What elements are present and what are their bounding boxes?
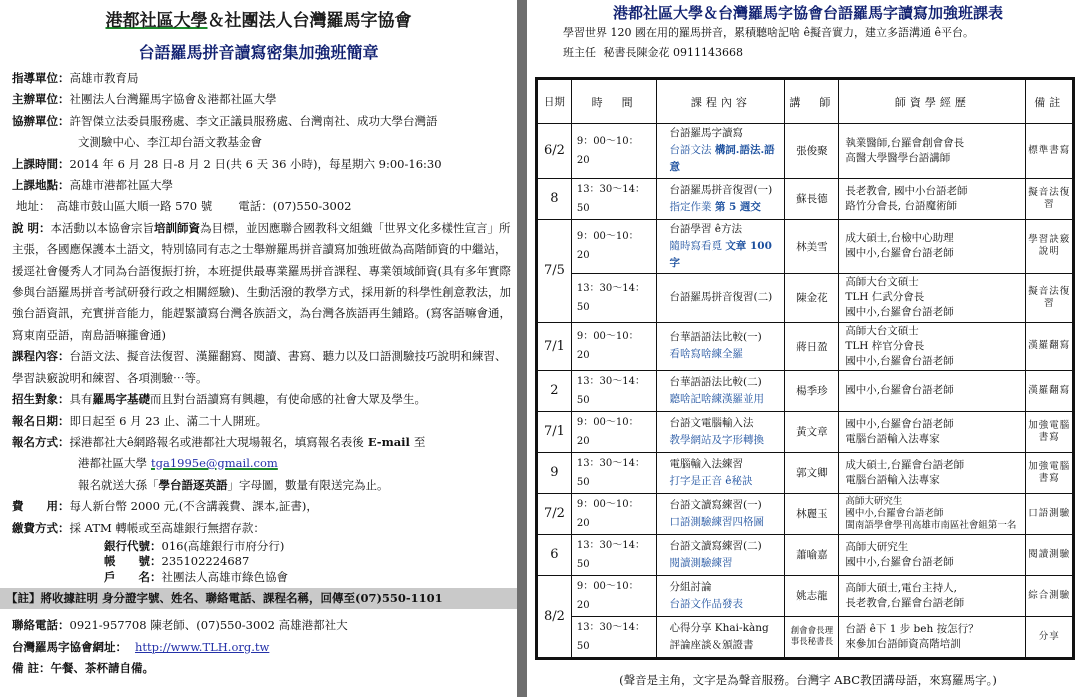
content-sub: [669, 199, 784, 216]
note-cell: 漢羅翻寫: [1026, 370, 1073, 411]
content-cell: [657, 219, 785, 274]
host-row: [12, 89, 512, 110]
exp-line: 高醫大學醫學台語講師: [845, 151, 951, 164]
date-cell: 2: [538, 370, 572, 411]
guide-label: 指導單位：: [12, 71, 70, 85]
target-row: [12, 389, 512, 410]
note-cell: 加強電腦書寫: [1026, 411, 1073, 452]
course-label: 課程內容：: [12, 349, 70, 364]
course-row: [12, 346, 512, 389]
teacher-cell: 張俊聚: [785, 124, 839, 179]
teacher-cell: 創會會長理事長秘書長: [785, 616, 839, 657]
date-cell: 8/2: [538, 575, 572, 657]
exp-line: 高師大研究生: [845, 540, 909, 553]
content-cell: [657, 616, 785, 657]
exp-line: 國中小,台羅會台語老師: [845, 384, 954, 397]
host-value: 社團法人台灣羅馬字協會＆港都社區大學: [69, 92, 277, 107]
date-cell: 6/2: [538, 124, 572, 179]
date-row: [12, 411, 512, 432]
exp-cell: [839, 411, 1026, 452]
date-cell: 9: [538, 452, 572, 493]
bank-label: 銀行代號：: [104, 538, 162, 553]
content-sub: 台語文作品發表: [669, 597, 743, 610]
note-cell: 分享: [1026, 616, 1073, 657]
table-row: [538, 274, 1073, 322]
content-main: 心得分享 Khai-kàng: [669, 621, 769, 634]
exp-line: 台語 ê下 1 步 beh 按怎行？: [845, 622, 979, 635]
schedule-table-frame: [535, 77, 1075, 660]
content-cell: [657, 452, 785, 493]
exp-cell: [839, 493, 1026, 534]
time-start: 13：30～14：: [576, 282, 646, 294]
method-gift-pre: 報名就送大孫「: [78, 477, 159, 492]
table-header-row: [538, 80, 1073, 124]
content-sub-a: 台語文法: [669, 144, 712, 157]
method-to: 至: [413, 434, 426, 449]
time-cell: [571, 534, 657, 575]
time-end: 50: [576, 640, 590, 652]
contact-row: [12, 615, 512, 636]
note-cell: 標準書寫: [1026, 124, 1073, 179]
time-cell: [571, 370, 657, 411]
time-cell: [571, 178, 657, 219]
time-start: 13：30～14：: [576, 375, 646, 387]
title-association: ＆社團法人台灣羅馬字協會: [207, 11, 412, 31]
time-cell: [571, 616, 657, 657]
method-row-3: [12, 475, 512, 496]
table-row: [538, 322, 1073, 370]
content-main: 分組討論: [669, 580, 712, 593]
time-start: 9：00～10：: [576, 580, 639, 592]
exp-line: 國中小,台羅會台語老師: [845, 306, 954, 319]
exp-line: 高師大研究生: [845, 495, 903, 507]
time-end: 20: [576, 599, 590, 611]
content-sub-b: 文章 100 字: [669, 239, 772, 269]
table-row: [538, 219, 1073, 274]
schedule-table: [537, 79, 1073, 658]
teacher-cell: 楊季珍: [785, 370, 839, 411]
co-label: 協辦單位：: [12, 113, 70, 128]
exp-line: TLH 仁武分會長: [845, 291, 925, 304]
time-cell: [571, 124, 657, 179]
time-start: 13：30～14：: [576, 621, 646, 633]
fee-label: 費 用：: [12, 499, 70, 514]
content-sub: 教學網站及字形轉換: [669, 433, 764, 446]
table-row: [538, 452, 1073, 493]
col-exp: 師資學經歷: [839, 80, 1026, 124]
brochure-subtitle: 台語羅馬拼音讀寫密集加強班簡章: [138, 43, 379, 62]
content-main: 台語文讀寫練習(一): [669, 498, 762, 511]
site-link[interactable]: http://www.TLH.org.tw: [135, 639, 270, 654]
note-bar: 【註】將收據註明 身分證字號、姓名、聯絡電話、課程名稱，回傳至(07)550-1101: [0, 588, 517, 609]
content-main: 台語羅馬字讀寫: [669, 127, 743, 140]
remark-label: 備 註：: [12, 661, 51, 676]
exp-cell: [839, 322, 1026, 370]
fee-row: [12, 496, 512, 517]
bank-value: 016(高雄銀行市府分行): [161, 538, 285, 553]
time-end: 20: [576, 435, 590, 447]
note-cell: 學習訣竅說明: [1026, 219, 1073, 274]
col-note: 備註: [1026, 80, 1073, 124]
date-cell: 7/2: [538, 493, 572, 534]
time-row: [12, 154, 512, 175]
time-cell: [571, 493, 657, 534]
note-cell: 漢羅翻寫: [1026, 322, 1073, 370]
time-end: 20: [576, 517, 590, 529]
time-end: 50: [576, 301, 590, 313]
exp-line: 高師大台文碩士: [845, 324, 919, 337]
time-start: 9：00～10：: [576, 498, 639, 510]
target-pre: 具有: [69, 392, 93, 407]
time-start: 9：00～10：: [576, 135, 639, 147]
content-main: 台語文讀寫練習(二): [669, 539, 762, 552]
content-sub: 口語測驗練習四格圖: [669, 515, 764, 528]
teacher-cell: 林美雪: [785, 219, 839, 274]
content-sub: 打字是正音 ê秘訣: [669, 474, 753, 487]
content-sub: [669, 142, 784, 176]
time-start: 9：00～10：: [576, 231, 639, 243]
time-end: 50: [576, 202, 590, 214]
addr-value: 高雄市鼓山區大順一路 570 號: [56, 199, 213, 214]
name-label: 戶 名：: [104, 569, 162, 584]
place-value: 高雄市港都社區大學: [69, 178, 173, 193]
acct-value: 235102224687: [161, 553, 250, 568]
site-label: 台灣羅馬字協會網址：: [12, 639, 127, 654]
exp-line: 長老教會,台羅會台語老師: [845, 596, 965, 609]
site-row: [12, 637, 512, 658]
host-label: 主辦單位：: [12, 92, 70, 107]
fee-value: 每人新台幣 2000 元,(不含講義費、課本,証書)，: [69, 499, 318, 514]
exp-line: 國中小,台羅會台語老師: [845, 555, 954, 568]
method-email-word: E-mail: [367, 434, 410, 449]
content-sub-a: 指定作業: [669, 200, 712, 213]
content-sub-a: 隨時寫看覓: [669, 239, 722, 252]
exp-cell: [839, 219, 1026, 274]
content-main: 電腦輸入法練習: [669, 457, 743, 470]
time-start: 13：30～14：: [576, 457, 646, 469]
time-cell: [571, 322, 657, 370]
col-teacher: 講 師: [785, 80, 839, 124]
exp-cell: [839, 534, 1026, 575]
date-cell: 7/1: [538, 322, 572, 370]
content-sub-b: 第 5 週交: [714, 200, 761, 213]
time-value: 2014 年 6 月 28 日-8 月 2 日(共 6 天 36 小時)，每星期六 9:00-16:30: [69, 156, 442, 171]
method-label: 報名方式：: [12, 434, 70, 449]
content-sub: 看啥寫啥練全羅: [669, 348, 743, 361]
content-cell: [657, 411, 785, 452]
guide-row: [12, 68, 512, 89]
exp-line: 閩南語學會學刊高雄市南區社會組第一名: [845, 519, 1017, 531]
desc-label: 說 明：: [12, 220, 51, 235]
method-school: 港都社區大學: [78, 456, 147, 471]
time-label: 上課時間：: [12, 156, 70, 171]
method-row-2: [12, 453, 512, 474]
teacher-cell: 陳金花: [785, 274, 839, 322]
name-row: [12, 569, 512, 586]
right-page: [527, 0, 1089, 697]
content-sub: 評論座談＆頒證書: [669, 638, 754, 651]
brochure-title: [0, 6, 517, 31]
time-cell: [571, 452, 657, 493]
exp-cell: [839, 616, 1026, 657]
contact-label: 聯絡電話：: [12, 618, 70, 633]
content-sub-b: 構詞.語法.語意: [669, 144, 775, 174]
remark-row: [12, 658, 512, 679]
teacher-cell: 蘇長德: [785, 178, 839, 219]
content-main: 台語羅馬拼音復習(一): [669, 183, 773, 196]
col-content: 課程內容: [657, 80, 785, 124]
exp-line: 來參加台語師資高階培訓: [845, 637, 961, 650]
table-row: [538, 411, 1073, 452]
class-head: [563, 44, 743, 60]
bank-row: [12, 539, 512, 554]
exp-line: 電腦台語輸入法專家: [845, 473, 940, 486]
table-row: [538, 124, 1073, 179]
phone-value: (07)550-3002: [272, 199, 352, 214]
method-value: 採港都社大ê網路報名或港都社大現場報名，填寫報名表後: [69, 434, 364, 449]
place-row: [12, 175, 512, 196]
exp-line: 成大碩士,台檢中心助理: [845, 232, 954, 245]
exp-line: 高師大碩士,電台主持人,: [845, 581, 957, 594]
exp-line: 國中小,台羅會台語老師: [845, 247, 954, 260]
content-sub: 聽啥記啥練漢羅並用: [669, 392, 764, 405]
content-main: 台語文電腦輸入法: [669, 416, 754, 429]
desc-pre: 本活動以本協會宗旨: [50, 220, 155, 235]
time-start: 9：00～10：: [576, 416, 639, 428]
teacher-cell: 郭文卿: [785, 452, 839, 493]
exp-line: 成大碩士,台羅會台語老師: [845, 458, 965, 471]
time-cell: [571, 411, 657, 452]
note-cell: 綜合測驗: [1026, 575, 1073, 616]
left-page: [0, 0, 517, 697]
content-main: 台華語語法比較(二): [669, 375, 762, 388]
desc-rest: 為目標，並因應聯合國教科文組織「世界文化多樣性宣言」所主張，各國應保護本土語文，特別協同有志之士舉辦羅馬拼音讀寫加強班做為高階師資的中繼站，援逕社會優秀人才同為台語復振打拚，本班提供最專業羅馬拼音課程、專業領域師資(具有多年實際參與台語羅馬拼音考試研發行政之相關經驗)、生動活潑的教學方式，採用新的科學性創意教法，加強台語資訊，充實拼音能力，能趕緊讀寫台灣各族語文，為台灣各族語再生鋪路。(寫客語嘛會通，寫東南亞語，南島語嘛攏會通): [12, 220, 511, 342]
addr-label: 地址：: [16, 199, 51, 214]
exp-line: 國中小,台羅會台語老師: [845, 417, 954, 430]
course-value: 台語文法、擬音法復習、漢羅翻寫、閱讀、書寫、聽力以及口語測驗技巧說明和練習、學習訣竅說明和練習、各項測驗⋯等。: [12, 349, 507, 385]
note-cell: 閱讀測驗: [1026, 534, 1073, 575]
target-bold: 羅馬字基礎: [92, 392, 150, 407]
table-row: [538, 370, 1073, 411]
date-label: 報名日期：: [12, 413, 70, 428]
content-cell: [657, 178, 785, 219]
time-end: 20: [576, 154, 590, 166]
remark-value: 午餐、茶杯請自備。: [50, 661, 155, 676]
pay-label: 繳費方式：: [12, 520, 70, 535]
teacher-cell: 黃文章: [785, 411, 839, 452]
exp-line: 電腦台語輸入法專家: [845, 432, 940, 445]
schedule-footer: (聲音是主角，文字是為聲音服務。台灣字 ABC教囝講母語，來寫羅馬字。): [619, 673, 997, 687]
col-date: 日期: [538, 80, 572, 124]
date-value: 即日起至 6 月 23 止、滿二十人開班。: [69, 413, 268, 428]
co-row: [12, 111, 512, 132]
exp-cell: [839, 452, 1026, 493]
email-link[interactable]: tga1995e@gmail.com: [151, 456, 278, 471]
time-cell: [571, 274, 657, 322]
time-start: 9：00～10：: [576, 331, 639, 343]
content-cell: [657, 274, 785, 322]
content-cell: [657, 493, 785, 534]
table-row: [538, 493, 1073, 534]
time-start: 13：30～14：: [576, 539, 646, 551]
time-end: 50: [576, 394, 590, 406]
title-school-name: 港都社區大學: [105, 11, 208, 31]
exp-line: 執業醫師,台羅會創會會長: [845, 136, 965, 149]
class-head-label: 班主任: [563, 46, 596, 59]
guide-value: 高雄市教育局: [69, 71, 139, 85]
time-end: 20: [576, 250, 590, 262]
brochure-body: [6, 68, 512, 680]
acct-label: 帳 號：: [104, 553, 162, 568]
exp-line: 國中小,台羅會台語老師: [845, 354, 954, 367]
method-gift-bold: 學台語逐英語: [158, 477, 228, 492]
content-cell: [657, 534, 785, 575]
table-row: [538, 575, 1073, 616]
time-cell: [571, 575, 657, 616]
exp-cell: [839, 575, 1026, 616]
co-value: 許智傑立法委員服務處、李文正議員服務處、台灣南社、成功大學台灣語: [69, 113, 438, 128]
content-cell: [657, 322, 785, 370]
content-main: 台語羅馬拼音復習(二): [669, 291, 773, 304]
note-cell: 加強電腦書寫: [1026, 452, 1073, 493]
content-main: 台語學習 ê方法: [669, 222, 743, 235]
acct-row: [12, 554, 512, 569]
note-cell: 擬音法復習: [1026, 274, 1073, 322]
table-row: [538, 534, 1073, 575]
desc-row: [12, 218, 512, 346]
note-cell: 口語測驗: [1026, 493, 1073, 534]
target-rest: 而且對台語讀寫有興趣，有使命感的社會大眾及學生。: [150, 392, 426, 407]
time-end: 50: [576, 476, 590, 488]
content-cell: [657, 124, 785, 179]
table-row: [538, 178, 1073, 219]
pay-row: [12, 518, 512, 539]
class-head-value: 秘書長陳金花 0911143668: [603, 46, 743, 59]
place-label: 上課地點：: [12, 178, 70, 193]
content-sub: 閱讀測驗練習: [669, 556, 733, 569]
teacher-cell: 林麗玉: [785, 493, 839, 534]
col-time: 時 間: [571, 80, 657, 124]
method-gift-post: 」字母圖，數量有限送完為止。: [227, 477, 389, 492]
content-main: 台華語語法比較(一): [669, 331, 762, 344]
teacher-cell: 姚志龍: [785, 575, 839, 616]
exp-cell: [839, 370, 1026, 411]
exp-line: 路竹分會長, 台語魔術師: [845, 199, 957, 212]
exp-line: TLH 梓官分會長: [845, 339, 925, 352]
time-end: 20: [576, 350, 590, 362]
addr-row: [12, 196, 512, 217]
name-value: 社團法人高雄市綠色協會: [161, 569, 288, 584]
exp-line: 長老教會, 國中小台語老師: [845, 184, 968, 197]
date-cell: 7/5: [538, 219, 572, 322]
target-label: 招生對象：: [12, 392, 70, 407]
schedule-subtitle: 學習世界 120 國在用的羅馬拼音，累積聽啥記啥 ê擬音實力，建立多語溝通 ê平台。: [563, 26, 974, 39]
method-row: [12, 432, 512, 453]
exp-cell: [839, 124, 1026, 179]
date-cell: 8: [538, 178, 572, 219]
date-cell: 6: [538, 534, 572, 575]
phone-label: 電話：: [238, 199, 273, 214]
content-cell: [657, 575, 785, 616]
teacher-cell: 蔣日盈: [785, 322, 839, 370]
date-cell: 7/1: [538, 411, 572, 452]
schedule-title: 港都社區大學＆台灣羅馬字協會台語羅馬字讀寫加強班課表: [612, 4, 1003, 22]
teacher-cell: 蕭喻嘉: [785, 534, 839, 575]
exp-line: 國中小,台羅會台語老師: [845, 507, 944, 519]
pay-value: 採 ATM 轉帳或至高雄銀行無摺存款：: [69, 520, 265, 535]
contact-value: 0921-957708 陳老師、(07)550-3002 高雄港都社大: [69, 618, 348, 633]
co-value-cont: 文測驗中心、李江却台語文教基金會: [78, 135, 262, 150]
exp-cell: [839, 178, 1026, 219]
time-cell: [571, 219, 657, 274]
time-end: 50: [576, 558, 590, 570]
note-cell: 擬音法復習: [1026, 178, 1073, 219]
exp-cell: [839, 274, 1026, 322]
exp-line: 高師大台文碩士: [845, 276, 919, 289]
content-cell: [657, 370, 785, 411]
desc-bold: 培訓師資: [154, 220, 201, 235]
content-sub: [669, 238, 784, 272]
table-row: [538, 616, 1073, 657]
time-start: 13：30～14：: [576, 183, 646, 195]
